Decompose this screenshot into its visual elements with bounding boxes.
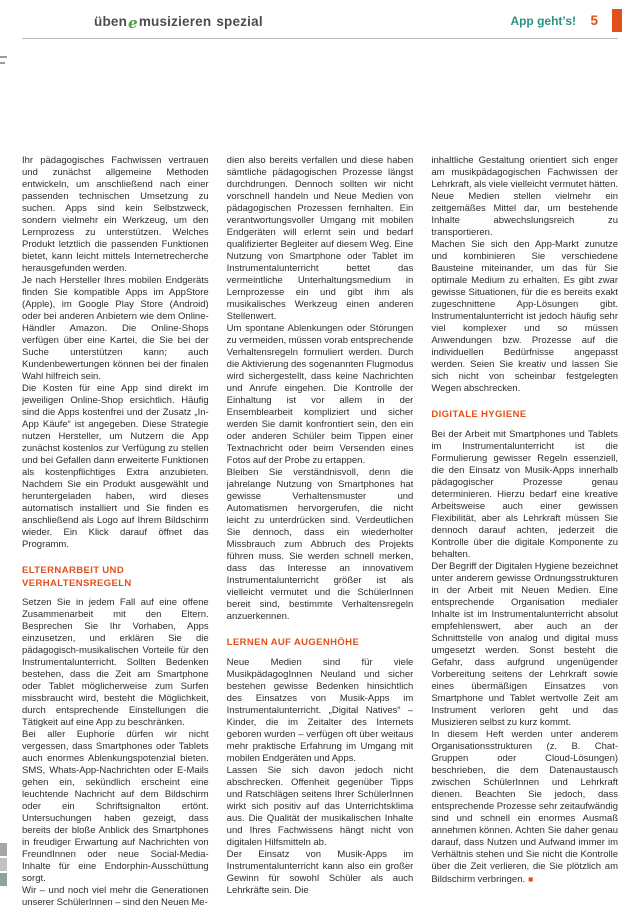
body-paragraph: Neue Medien sind für viele MusikpädagogInnen Neuland und sicher bestehen gewisse Bedenken hinsichtlich des Einsatzes von Musik-Apps im Instrumentalunterricht. „Digital Natives“ – Kinder, die im Zeitalter des Internets geboren wurden – verfügen oft über weitaus mehr praktische Erfahrung im Umgang mit mobilen Endgeräten und Apps. <box>226 656 414 764</box>
body-paragraph: Lassen Sie sich davon jedoch nicht abschrecken. Offenheit gegenüber Tipps und Ratschlägen seitens Ihrer SchülerInnen wirkt sich positiv auf das Unterrichtsklima aus. Die Qualität der musikalischen Inhalte und Ihres Fachwissens hängt nicht von digitalen Hilfsmitteln ab. <box>226 764 414 848</box>
body-paragraph: Bei aller Euphorie dürfen wir nicht vergessen, dass Smartphones oder Tablets auch enormes Ablenkungspotenzial bieten. SMS, Whats-App-Nachrichten oder E-Mails gehen ein, sekündlich erscheint eine leuchtende Nachricht auf dem Bildschirm oder ein Schriftsignalton ertönt. Untersuchungen haben gezeigt, dass bereits der bloße Anblick des Smartphones in freudiger Erwartung auf Nachrichten von FreundInnen oder neue Social-Media-Inhalte für eine Endorphin-Ausschüttung sorgt. <box>22 729 209 884</box>
header-edge-bar <box>612 9 622 32</box>
body-paragraph: Setzen Sie in jedem Fall auf eine offene Zusammenarbeit mit den Eltern. Besprechen Sie Ihr Vorhaben, Apps einzusetzen, und erklären Sie die pädagogisch-musikalischen Vorteile für den Instrumentalunterricht. Sollten Bedenken bestehen, dass die Zeit am Smartphone oder Tablet möglicherweise zum Surfen missbraucht wird, besteht die Möglichkeit, durch entsprechende Einstellungen die Tätigkeit auf eine App zu beschränken. <box>22 597 209 728</box>
logo-word-musizieren: musizieren <box>138 14 212 29</box>
body-paragraph: Um spontane Ablenkungen oder Störungen zu vermeiden, müssen vorab entsprechende Verhaltensregeln formuliert werden. Durch die Aktivierung des sogenannten Flugmodus wird sichergestellt, dass keine Nachrichten und Anrufe eingehen. Die Kontrolle der Einhaltung ist vor allem in der Ensemblearbeit kompliziert und sicher werden Sie damit konfrontiert sein, den ein oder anderen Schüler beim Tippen einer Textnachricht oder beim Versenden eines Fotos auf der Probe zu ertappen. <box>226 323 414 466</box>
section-heading: DIGITALE HYGIENE <box>431 409 527 420</box>
page-number: 5 <box>590 13 598 28</box>
body-paragraph: Der Begriff der Digitalen Hygiene bezeichnet unter anderem gewisse Ordnungsstrukturen in der Arbeit mit Neuen Medien. Eine entsprechende Organisation medialer Inhalte ist im Instrumentalunterricht absolut empfehlenswert, aber auch an der Schnittstelle von analog und digital muss umgesetzt werden. Sonst besteht die Gefahr, dass aufgrund ungenügender Vorbereitung seitens der Lehrkraft sowie eines übermäßigen Einsatzes von Smartphone und Tablet wertvolle Zeit am Instrument verloren geht und das Musizieren selbst zu kurz kommt. <box>431 560 618 728</box>
print-mark <box>0 843 7 856</box>
page-header <box>22 8 618 34</box>
column-2 <box>227 155 414 907</box>
body-paragraph: dien also bereits verfallen und diese haben sämtliche pädagogischen Prozesse längst durchdrungen. Dennoch sollten wir nicht vorschnell handeln und Neue Medien von pädagogischen Prozessen fernhalten. Ein verantwortungsvoller Umgang mit mobilen Endgeräten will erlernt sein und bedarf qualifizierter Begleiter auf diesem Weg. Eine Nutzung von Smartphone oder Tablet im Instrumentalunterricht bettet das vermeintliche Unterhaltungsmedium in Lernprozesse ein und gibt ihm als musikalisches Werkzeug einen anderen Stellenwert. <box>226 155 414 322</box>
body-paragraph: Der Einsatz von Musik-Apps im Instrumentalunterricht kann also ein großer Gewinn für sowohl Schüler als auch Lehrkräfte sein. Die <box>226 848 414 896</box>
article-columns <box>22 155 618 907</box>
column-1 <box>22 155 209 907</box>
section-heading: LERNEN AUF AUGENHÖHE <box>226 637 360 648</box>
body-paragraph: Bleiben Sie verständnisvoll, denn die jahrelange Nutzung von Smartphones hat gewisse Verhaltensmuster und Automatismen hervorgerufen, die nicht leicht zu unterdrücken sind. Verdeutlichen Sie dennoch, dass ein wiederholter Missbrauch zum Abbruch des Projekts führen muss. Sie werden schnell merken, dass das Interesse an innovativem Instrumentalunterricht größer ist als vielleicht vermutet und die SchülerInnen bereit sind, bestimmte Verhaltensregeln anzuerkennen. <box>226 467 414 622</box>
header-rule <box>22 38 618 39</box>
print-mark <box>0 62 5 64</box>
body-paragraph: inhaltliche Gestaltung orientiert sich enger am musikpädagogischen Fachwissen der Lehrkraft, als viele vielleicht vermutet hätten. Neue Medien stellen vielmehr ein zeitgemäßes Mittel dar, um bestehende Inhalte abwechslungsreich zu transportieren. <box>431 155 618 238</box>
print-mark <box>0 56 7 58</box>
logo-word-uben: üben <box>94 14 128 29</box>
section-heading: ELTERNARBEIT UND VERHALTENSREGELN <box>22 565 132 589</box>
issue-title: App geht’s! <box>510 14 576 28</box>
body-paragraph: Ihr pädagogisches Fachwissen vertrauen und zunächst allgemeine Methoden entwickeln, um anschließend nach einer passenden technischen Umsetzung zu suchen. Apps sind kein Selbstzweck, sondern vielmehr ein Werkzeug, um den Lernprozess zu unterstützen. Welches Produkt letztlich die passenden Funktionen bietet, kann leicht mittels Internetrecherche herausgefunden werden. <box>22 155 209 274</box>
print-mark <box>0 873 7 886</box>
article-end-mark: ■ <box>528 873 534 884</box>
body-paragraph: In diesem Heft werden unter anderem Organisationsstrukturen (z. B. Chat-Gruppen oder Cloud-Lösungen) beschrieben, die dem Datenaustausch zwischen SchülerInnen und Lehrkraft dienen. Beachten Sie jedoch, dass entsprechende Prozesse sehr zeitaufwändig sind und schnell ein enormes Ausmaß annehmen können. Achten Sie daher genau darauf, dass Nutzen und Aufwand immer im Verhältnis stehen und Sie nicht die Kontrolle über die Zeit verlieren, die Sie plötzlich am Bildschirm verbringen. ■ <box>431 728 618 885</box>
body-paragraph: Wir – und noch viel mehr die Generationen unserer SchülerInnen – sind den Neuen Me- <box>22 885 209 907</box>
body-paragraph: Machen Sie sich den App-Markt zunutze und kombinieren Sie verschiedene Bausteine miteinander, um das für Sie optimale Medium zu erhalten. Es gibt zwar gewisse Situationen, für die es bereits exakt zugeschnittene App-Lösungen gibt. Instrumentalunterricht ist jedoch häufig sehr viel komplexer und so müssen Anwendungen bzw. Prozesse auf die individuellen Bedürfnisse angepasst werden. Seien Sie kreativ und lassen Sie sich nicht von scheinbar festgelegten Wegen abschrecken. <box>431 239 618 394</box>
magazine-logo <box>94 12 263 30</box>
logo-ampersand-icon: e <box>128 14 138 32</box>
print-mark <box>0 858 7 871</box>
body-paragraph: Die Kosten für eine App sind direkt im jeweiligen Online-Shop ersichtlich. Häufig sind die Apps kostenfrei und der Zusatz „In-App Käufe“ ist angegeben. Diese Strategie nutzen Hersteller, um Nutzern die App zunächst kostenlos zur Verfügung zu stellen und bei Gefallen dann erweiterte Funktionen als kostenpflichtiges Extra anzubieten. Nachdem Sie ein Produkt ausgewählt und heruntergeladen haben, wird dieses automatisch installiert und Sie finden es anschließend als Logo auf Ihrem Bildschirm wieder. Ein Klick darauf öffnet das Programm. <box>22 383 209 550</box>
logo-word-spezial: spezial <box>216 14 263 29</box>
body-paragraph: Je nach Hersteller Ihres mobilen Endgeräts finden Sie kompatible Apps im AppStore (Apple), im Google Play Store (Android) oder bei anderen Anbietern wie dem Online-Händler Amazon. Die Online-Shops verfügen über eine Kartei, die Sie bei der Suche unterstützen kann; auch Kundenbewertungen können bei der finalen Wahl hilfreich sein. <box>22 275 209 382</box>
column-3 <box>431 155 618 907</box>
body-paragraph: Bei der Arbeit mit Smartphones und Tablets im Instrumentalunterricht ist die Formulierung gewisser Regeln essenziell, die den Einsatz von Musik-Apps innerhalb pädagogischer Prozesse genau determinieren. Hierzu bedarf eine kreative Arbeitsweise auch einer gewissen Flexibilität, aber als Lehrkraft müssen Sie dennoch darauf achten, jederzeit die Kontrolle über die digitale Komponente zu behalten. <box>431 428 618 560</box>
